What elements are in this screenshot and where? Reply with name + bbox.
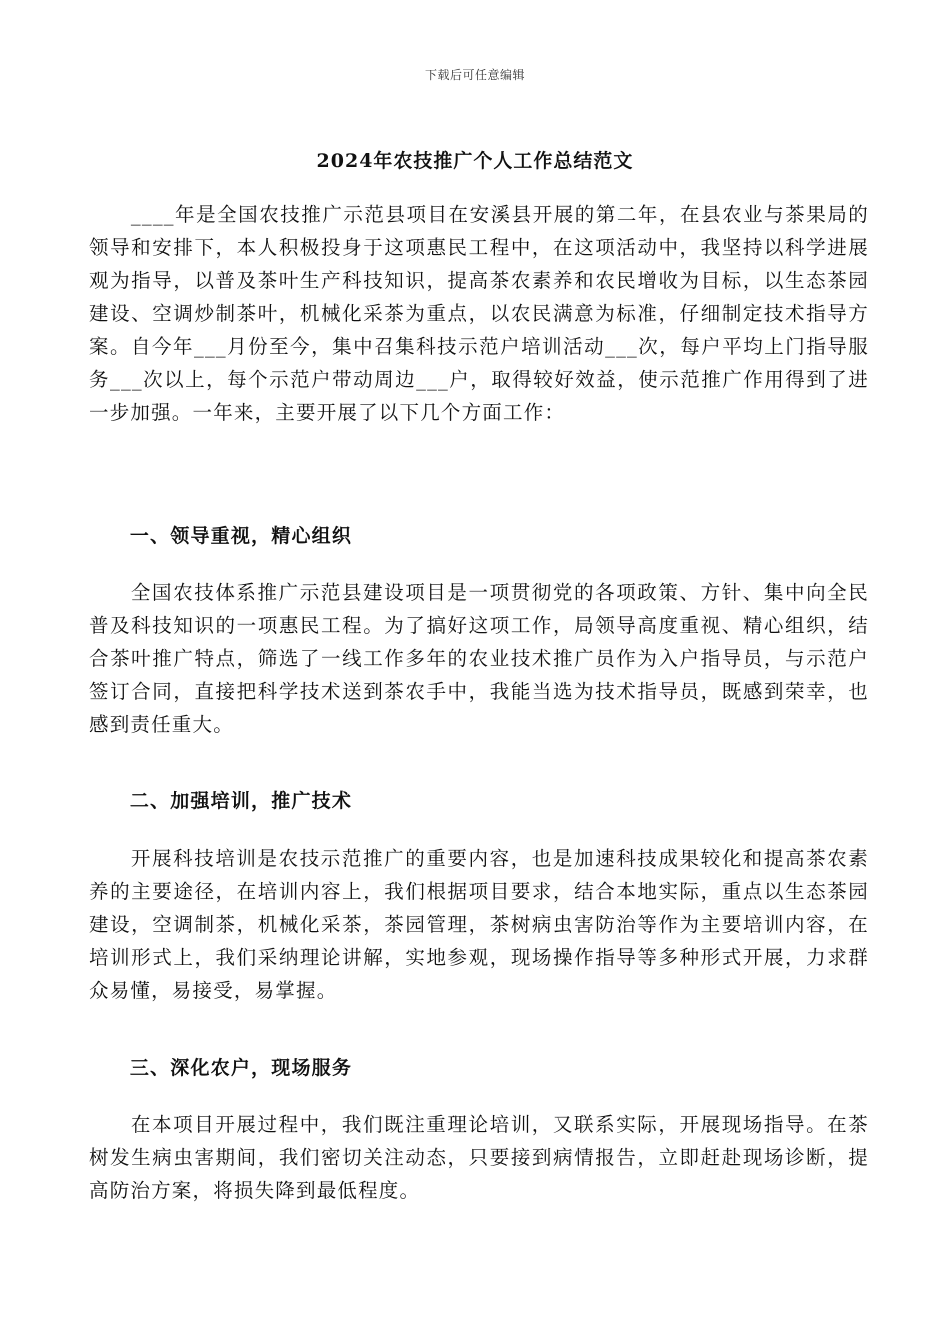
section-3-paragraph bbox=[89, 1108, 869, 1207]
heading-text: 二、加强培训，推广技术 bbox=[129, 790, 353, 812]
document-title: 2024年农技推广个人工作总结范文 bbox=[316, 150, 634, 172]
section-heading-1 bbox=[89, 520, 869, 553]
section-2-paragraph bbox=[89, 842, 869, 1007]
section-heading-2 bbox=[89, 785, 869, 818]
heading-text: 一、领导重视，精心组织 bbox=[129, 525, 353, 547]
header-note: 下载后可任意编辑 bbox=[424, 68, 525, 82]
heading-text: 三、深化农户，现场服务 bbox=[129, 1057, 353, 1079]
section-1-paragraph bbox=[89, 576, 869, 741]
section-heading-3 bbox=[89, 1052, 869, 1085]
paragraph-text: 开展科技培训是农技示范推广的重要内容，也是加速科技成果较化和提高茶农素养的主要途径，在培训内容上，我们根据项目要求，结合本地实际，重点以生态茶园建设，空调制茶，机械化采茶，茶园管理，茶树病虫害防治等作为主要培训内容，在培训形式上，我们采纳理论讲解，实地参观，现场操作指导等多种形式开展，力求群众易懂，易接受，易掌握。 bbox=[89, 847, 869, 1002]
paragraph-text: ____年是全国农技推广示范县项目在安溪县开展的第二年，在县农业与茶果局的领导和安排下，本人积极投身于这项惠民工程中，在这项活动中，我坚持以科学进展观为指导，以普及茶叶生产科技知识，提高茶农素养和农民增收为目标，以生态茶园建设、空调炒制茶叶，机械化采茶为重点，以农民满意为标准，仔细制定技术指导方案。自今年___月份至今，集中召集科技示范户培训活动___次，每户平均上门指导服务___次以上，每个示范户带动周边___户，取得较好效益，使示范推广作用得到了进一步加强。一年来，主要开展了以下几个方面工作： bbox=[89, 203, 869, 424]
intro-paragraph bbox=[89, 198, 869, 429]
paragraph-text: 在本项目开展过程中，我们既注重理论培训，又联系实际，开展现场指导。在茶树发生病虫害期间，我们密切关注动态，只要接到病情报告，立即赶赴现场诊断，提高防治方案，将损失降到最低程度。 bbox=[89, 1113, 869, 1202]
paragraph-text: 全国农技体系推广示范县建设项目是一项贯彻党的各项政策、方针、集中向全民普及科技知识的一项惠民工程。为了搞好这项工作，局领导高度重视、精心组织，结合茶叶推广特点，筛选了一线工作多年的农业技术推广员作为入户指导员，与示范户签订合同，直接把科学技术送到茶农手中，我能当选为技术指导员，既感到荣幸，也感到责任重大。 bbox=[89, 581, 869, 736]
